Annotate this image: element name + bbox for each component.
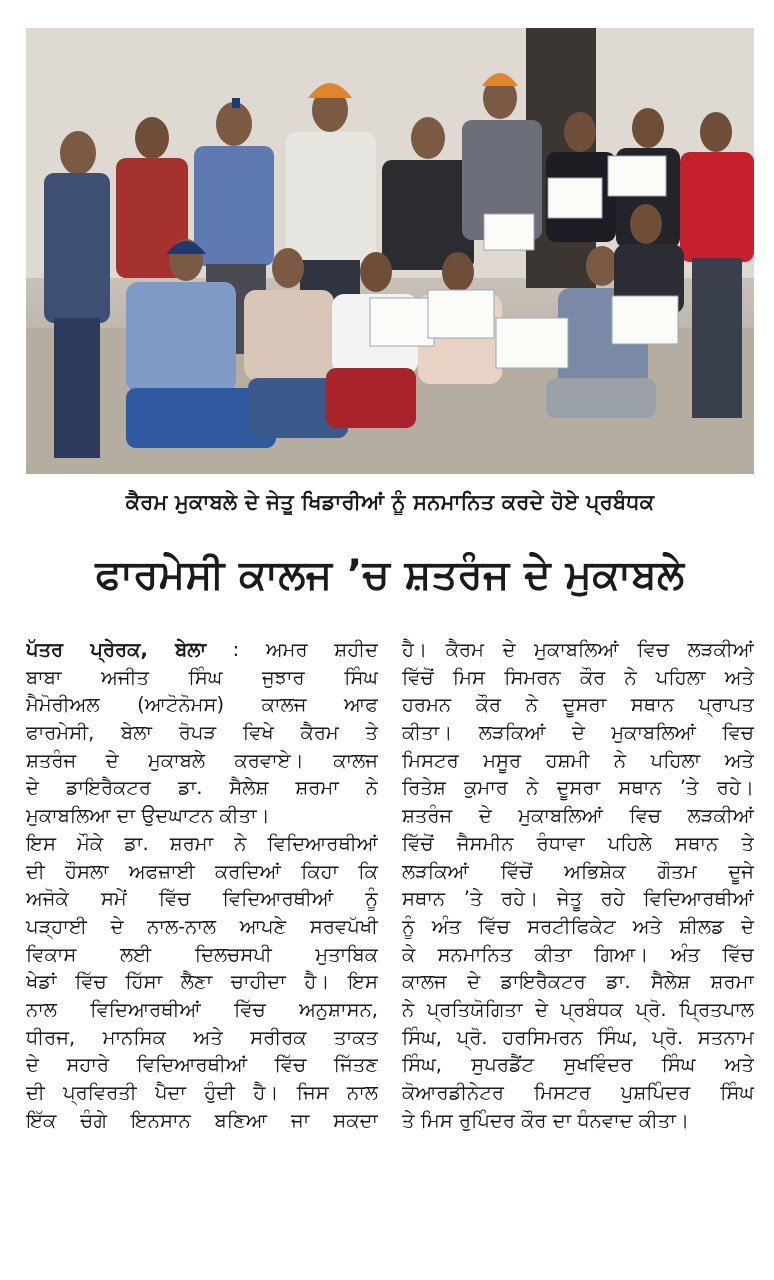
article-line: ਕੀਤਾ। ਲੜਕਿਆਂ ਦੇ ਮੁਕਾਬਲਿਆਂ ਵਿਚ [402,721,754,745]
article-line: ਕਾਲਜ ਦੇ ਡਾਇਰੈਕਟਰ ਡਾ. ਸੈਲੇਸ਼ ਸ਼ਰਮਾ [402,970,754,994]
group-photo-illustration [26,28,754,474]
article-line: ਪੱਤਰ ਪ੍ਰੇਰਕ, ਬੇਲਾ : ਅਮਰ ਸ਼ਹੀਦ [26,638,378,661]
byline: ਪੱਤਰ ਪ੍ਰੇਰਕ, ਬੇਲਾ [26,638,207,661]
article-line: ਵਿੱਚੋਂ ਜੈਸਮੀਨ ਰੰਧਾਵਾ ਪਹਿਲੇ ਸਥਾਨ ਤੇ [402,831,754,855]
article-line: ਦੇ ਸਹਾਰੇ ਵਿਦਿਆਰਥੀਆਂ ਵਿੱਚ ਜਿੱਤਣ [26,1053,378,1077]
article-line: ਕੋਆਰਡੀਨੇਟਰ ਮਿਸਟਰ ਪੁਸ਼ਪਿੰਦਰ ਸਿੰਘ [402,1081,754,1104]
article-line: ਪੜ੍ਹਾਈ ਦੇ ਨਾਲ-ਨਾਲ ਆਪਣੇ ਸਰਵਪੱਖੀ [26,914,378,938]
article-line: ਦੇ ਡਾਇਰੈਕਟਰ ਡਾ. ਸੈਲੇਸ਼ ਸ਼ਰਮਾ ਨੇ [26,776,378,800]
article-line: ਸਿੰਘ, ਸੁਪਰਡੈਂਟ ਸੁਖਵਿੰਦਰ ਸਿੰਘ ਅਤੇ [402,1053,754,1077]
article-line: ਨਾਲ ਵਿਦਿਆਰਥੀਆਂ ਵਿੱਚ ਅਨੁਸ਼ਾਸਨ, [26,997,378,1021]
article-line: ਕੇ ਸਨਮਾਨਿਤ ਕੀਤਾ ਗਿਆ। ਅੰਤ ਵਿੱਚ [402,942,754,966]
article-line: ਲੜਕਿਆਂ ਵਿੱਚੋਂ ਅਭਿਸ਼ੇਕ ਗੌਤਮ ਦੂਜੇ [402,859,754,883]
article-line: ਨੂੰ ਅੰਤ ਵਿੱਚ ਸਰਟੀਫਿਕੇਟ ਅਤੇ ਸ਼ੀਲਡ ਦੇ [402,914,754,938]
article-line: ਮੈਮੋਰੀਅਲ (ਆਟੋਨੋਮਸ) ਕਾਲਜ ਆਫ [26,693,378,717]
article-line: ਸਥਾਨ ’ਤੇ ਰਹੇ। ਜੇਤੂ ਰਹੇ ਵਿਦਿਆਰਥੀਆਂ [402,887,754,911]
article-line: ਬਾਬਾ ਅਜੀਤ ਸਿੰਘ ਜੁਝਾਰ ਸਿੰਘ [26,665,378,689]
article-line: ਫਾਰਮੇਸੀ, ਬੇਲਾ ਰੋਪੜ ਵਿਖੇ ਕੈਰਮ ਤੇ [26,721,378,745]
article-line: ਸਿੰਘ, ਪ੍ਰੋ. ਹਰਸਿਮਰਨ ਸਿੰਘ, ਪ੍ਰੋ. ਸਤਨਾਮ [402,1025,754,1049]
article-line: ਹਰਮਨ ਕੌਰ ਨੇ ਦੂਸਰਾ ਸਥਾਨ ਪ੍ਰਾਪਤ [402,693,754,717]
article-line: ਦੀ ਪ੍ਰਵਿਰਤੀ ਪੈਦਾ ਹੁੰਦੀ ਹੈ। ਜਿਸ ਨਾਲ [26,1081,378,1104]
article-line: ਰਿਤੇਸ਼ ਕੁਮਾਰ ਨੇ ਦੂਸਰਾ ਸਥਾਨ ’ਤੇ ਰਹੇ। [402,776,754,800]
article-line: ਹੈ। ਕੈਰਮ ਦੇ ਮੁਕਾਬਲਿਆਂ ਵਿਚ ਲੜਕੀਆਂ [402,638,754,661]
article-line: ਮਿਸਟਰ ਮਸੂਰ ਹਸ਼ਮੀ ਨੇ ਪਹਿਲਾ ਅਤੇ [402,748,754,772]
article-line: ਮੁਕਾਬਲਿਆ ਦਾ ਉਦਘਾਟਨ ਕੀਤਾ। [26,804,270,828]
article-line: ਸ਼ਤਰੰਜ ਦੇ ਮੁਕਾਬਲਿਆਂ ਵਿਚ ਲੜਕੀਆਂ [402,804,754,828]
article-line: ਵਿਕਾਸ ਲਈ ਦਿਲਚਸਪੀ ਮੁਤਾਬਿਕ [26,942,378,966]
article-line: ਇੱਕ ਚੰਗੇ ਇਨਸਾਨ ਬਣਿਆ ਜਾ ਸਕਦਾ [26,1108,378,1132]
article-line: ਅਜੋਕੇ ਸਮੇਂ ਵਿੱਚ ਵਿਦਿਆਰਥੀਆਂ ਨੂੰ [26,887,378,911]
article-line: ਸ਼ਤਰੰਜ ਦੇ ਮੁਕਾਬਲੇ ਕਰਵਾਏ। ਕਾਲਜ [26,748,378,772]
article-column-left [26,636,378,1134]
article-column-right [402,636,754,1134]
article-line: ਨੇ ਪ੍ਰਤਿਯੋਗਿਤਾ ਦੇ ਪ੍ਰਬੰਧਕ ਪ੍ਰੋ. ਪ੍ਰਿਤਪਾਲ [402,997,754,1021]
article-line: ਤੇ ਮਿਸ ਰੁਪਿੰਦਰ ਕੌਰ ਦਾ ਧੰਨਵਾਦ ਕੀਤਾ। [402,1108,690,1132]
article-line: ਇਸ ਮੌਕੇ ਡਾ. ਸ਼ਰਮਾ ਨੇ ਵਿਦਿਆਰਥੀਆਂ [26,831,378,855]
article-line: ਵਿੱਚੋਂ ਮਿਸ ਸਿਮਰਨ ਕੌਰ ਨੇ ਪਹਿਲਾ ਅਤੇ [402,665,754,689]
group-photo [26,28,754,474]
article-line: ਧੀਰਜ, ਮਾਨਸਿਕ ਅਤੇ ਸਰੀਰਕ ਤਾਕਤ [26,1025,378,1049]
article-line: ਖੇਡਾਂ ਵਿੱਚ ਹਿੱਸਾ ਲੈਣਾ ਚਾਹੀਦਾ ਹੈ। ਇਸ [26,970,378,994]
photo-caption: ਕੈਰਮ ਮੁਕਾਬਲੇ ਦੇ ਜੇਤੂ ਖਿਡਾਰੀਆਂ ਨੂੰ ਸਨਮਾਨਿਤ ਕਰਦੇ ਹੋਏ ਪ੍ਰਬੰਧਕ [125,490,655,514]
article-line: ਦੀ ਹੌਸਲਾ ਅਫਜ਼ਾਈ ਕਰਦਿਆਂ ਕਿਹਾ ਕਿ [26,859,378,883]
article-headline: ਫਾਰਮੇਸੀ ਕਾਲਜ ’ਚ ਸ਼ਤਰੰਜ ਦੇ ਮੁਕਾਬਲੇ [95,552,685,598]
